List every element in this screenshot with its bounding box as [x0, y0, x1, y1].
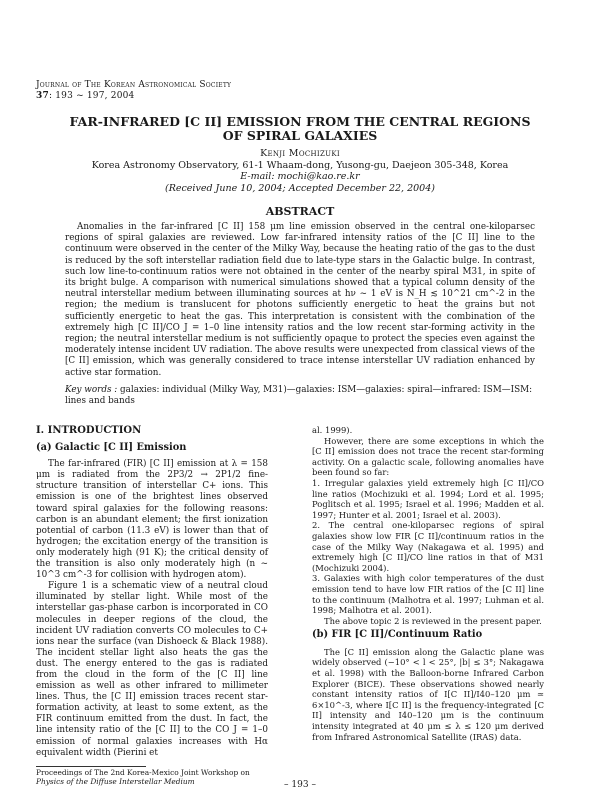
- anomaly-item-1: 1. Irregular galaxies yield extremely high [C II]/CO line ratios (Mochizuki et al. 1994; Lord et al. 1995; Poglitsch et al. 1995; Israel et al. 1996; Madden et al. 1997; Hunter et al. 2001; Israel et al. 2003).: [312, 477, 544, 520]
- author-block: [40, 148, 560, 194]
- affiliation: Korea Astronomy Observatory, 61-1 Whaam-dong, Yusong-gu, Daejeon 305-348, Korea: [91, 159, 509, 171]
- intro-paragraph-1: The far-infrared (FIR) [C II] emission at λ = 158 μm is radiated from the 2P3/2 → 2P1/2 fine-structure transition of interstellar C+ ions. This emission is one of the brightest lines observed toward spiral galaxies for the following reasons: carbon is an abundant element; the first ionization potential of carbon (11.3 eV) is lower than that of hydrogen; the excitation energy of the transition is only moderately high (91 K); the critical density of the transition is also only moderately high (n ~ 10^3 cm^-3 for collision with hydrogen atom).: [36, 459, 268, 581]
- keywords-label: Key words :: [65, 385, 118, 395]
- abstract-text: Anomalies in the far-infrared [C II] 158 μm line emission observed in the central one-kiloparsec regions of spiral galaxies are reviewed. Low far-infrared intensity ratios of the [C II] line to the continuum were observed in the center of the Milky Way, because the heating ratio of the gas to the dust is reduced by the soft interstellar radiation field due to late-type stars in the Galactic bulge. In contrast, such low line-to-continuum ratios were not obtained in the center of the nearby spiral M31, in spite of its bright bulge. A comparison with numerical simulations showed that a typical column density of the neutral interstellar medium between illuminating sources at hν ~ 1 eV is N_H ≲ 10^21 cm^-2 in the region; the medium is translucent for photons sufficiently energetic to heat the grains but not sufficiently energetic to heat the gas. This interpretation is consistent with the combination of the extremely high [C II]/CO J = 1–0 line intensity ratios and the low recent star-forming activity in the region; the neutral interstellar medium is not sufficiently opaque to protect the species even against the moderately intense incident UV radiation. The above results were unexpected from classical views of the [C II] emission, which was generally considered to trace intense interstellar UV radiation enhanced by active star formation.: [65, 222, 535, 378]
- received-dates: (Received June 10, 2004; Accepted December 22, 2004): [165, 182, 435, 194]
- volume-pages: : 193 ~ 197, 2004: [48, 91, 135, 101]
- subsection-heading-b: (b) FIR [C II]/Continuum Ratio: [312, 629, 483, 641]
- keywords: [65, 385, 535, 407]
- journal-volume-line: [36, 91, 231, 102]
- paper-title: FAR-INFRARED [C II] EMISSION FROM THE CENTRAL REGIONS OF SPIRAL GALAXIES: [69, 114, 531, 143]
- author-name: Kenji Mochizuki: [260, 148, 340, 159]
- footnote-divider: [36, 766, 146, 767]
- footnote-line-1: Proceedings of The 2nd Korea-Mexico Joint Workshop on: [36, 768, 250, 777]
- right-column: [312, 425, 544, 742]
- abstract-heading: ABSTRACT: [265, 205, 335, 218]
- journal-header: [36, 80, 231, 102]
- page-number: – 193 –: [284, 780, 316, 790]
- footnote-line-2: Physics of the Diffuse Interstellar Medium: [36, 777, 195, 786]
- anomaly-item-2: 2. The central one-kiloparsec regions of spiral galaxies show low FIR [C II]/continuum ratios in the case of the Milky Way (Nakagawa et al. 1995) and extremely high [C II]/CO line ratios in that of M31 (Mochizuki 2004).: [312, 520, 544, 573]
- intro-paragraph-2: Figure 1 is a schematic view of a neutral cloud illuminated by stellar light. While most of the interstellar gas-phase carbon is incorporated in CO molecules in deeper regions of the cloud, the incident UV radiation converts CO molecules to C+ ions near the surface (van Dishoeck & Black 1988). The incident stellar light also heats the gas the dust. The energy entered to the gas is radiated from the cloud in the form of the [C II] line emission as well as other infrared to millimeter lines. Thus, the [C II] emission traces recent star-formation activity, at least to some extent, as the FIR continuum emitted from the dust. In fact, the line intensity ratio of the [C II] to the CO J = 1–0 emission of normal galaxies increases with Hα equivalent width (Pierini et: [36, 581, 268, 758]
- volume-number: 37: [36, 91, 49, 101]
- journal-name: Journal of The Korean Astronomical Society: [36, 80, 232, 90]
- keywords-text: galaxies: individual (Milky Way, M31)—galaxies: ISM—galaxies: spiral—infrared: ISM—ISM: lines and bands: [65, 385, 533, 406]
- section-heading: I. INTRODUCTION: [36, 425, 142, 436]
- topic-paragraph: The above topic 2 is reviewed in the present paper.: [324, 615, 542, 626]
- left-column: [36, 425, 268, 759]
- continued-paragraph: al. 1999).: [312, 425, 353, 435]
- subsection-heading-a: (a) Galactic [C II] Emission: [36, 442, 187, 454]
- email: E-mail: mochi@kao.re.kr: [240, 171, 360, 182]
- anomaly-item-3: 3. Galaxies with high color temperatures of the dust emission tend to have low FIR ratios of the [C II] line to the continuum (Malhotra et al. 1997; Luhman et al. 1998; Malhotra et al. 2001).: [312, 573, 544, 616]
- exceptions-paragraph: However, there are some exceptions in which the [C II] emission does not trace the recent star-forming activity. On a galactic scale, following anomalies have been found so far:: [312, 435, 544, 478]
- bice-paragraph: The [C II] emission along the Galactic plane was widely observed (−10° < l < 25°, |b| ≤ 3°; Nakagawa et al. 1998) with the Balloon-borne Infrared Carbon Explorer (BICE). These observations showed nearly constant intensity ratios of I[C II]/I40–120 μm ≃ 6×10^-3, where I[C II] is the frequency-integrated [C II] intensity and I40–120 μm is the continuum intensity integrated at 40 μm ≤ λ ≤ 120 μm derived from Infrared Astronomical Satellite (IRAS) data.: [312, 646, 544, 742]
